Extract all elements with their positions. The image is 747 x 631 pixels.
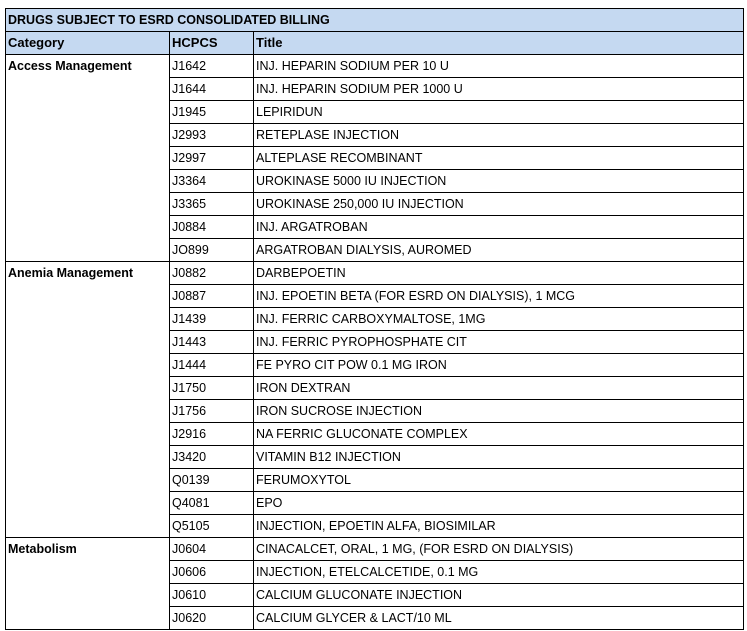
table-row	[6, 101, 744, 124]
column-header-title: Title	[254, 32, 744, 55]
category-cell	[6, 285, 170, 308]
category-cell	[6, 492, 170, 515]
category-cell	[6, 469, 170, 492]
category-cell	[6, 377, 170, 400]
category-cell	[6, 584, 170, 607]
hcpcs-cell: J0882	[170, 262, 254, 285]
column-header-category: Category	[6, 32, 170, 55]
hcpcs-cell: Q5105	[170, 515, 254, 538]
table-row	[6, 331, 744, 354]
title-cell: CALCIUM GLUCONATE INJECTION	[254, 584, 744, 607]
table-row	[6, 285, 744, 308]
table-row	[6, 469, 744, 492]
title-cell: INJ. HEPARIN SODIUM PER 1000 U	[254, 78, 744, 101]
table-row	[6, 239, 744, 262]
category-cell	[6, 170, 170, 193]
hcpcs-cell: J1444	[170, 354, 254, 377]
category-cell	[6, 561, 170, 584]
table-row	[6, 170, 744, 193]
table-row	[6, 492, 744, 515]
title-cell: UROKINASE 5000 IU INJECTION	[254, 170, 744, 193]
title-cell: RETEPLASE INJECTION	[254, 124, 744, 147]
hcpcs-cell: J0604	[170, 538, 254, 561]
category-cell	[6, 515, 170, 538]
hcpcs-cell: J3420	[170, 446, 254, 469]
title-cell: INJ. ARGATROBAN	[254, 216, 744, 239]
column-header-hcpcs: HCPCS	[170, 32, 254, 55]
table-row	[6, 308, 744, 331]
title-cell: NA FERRIC GLUCONATE COMPLEX	[254, 423, 744, 446]
category-cell	[6, 216, 170, 239]
table-row	[6, 216, 744, 239]
table-row	[6, 354, 744, 377]
category-cell	[6, 193, 170, 216]
hcpcs-cell: J1439	[170, 308, 254, 331]
hcpcs-cell: J1750	[170, 377, 254, 400]
hcpcs-cell: J3364	[170, 170, 254, 193]
hcpcs-cell: J1756	[170, 400, 254, 423]
hcpcs-cell: J1443	[170, 331, 254, 354]
category-cell	[6, 308, 170, 331]
table-row	[6, 147, 744, 170]
title-cell: CINACALCET, ORAL, 1 MG, (FOR ESRD ON DIALYSIS)	[254, 538, 744, 561]
hcpcs-cell: J3365	[170, 193, 254, 216]
title-cell: UROKINASE 250,000 IU INJECTION	[254, 193, 744, 216]
esrd-drug-table	[5, 8, 744, 630]
table-row	[6, 584, 744, 607]
hcpcs-cell: JO899	[170, 239, 254, 262]
title-cell: ARGATROBAN DIALYSIS, AUROMED	[254, 239, 744, 262]
table-banner-row	[6, 9, 744, 32]
title-cell: INJ. HEPARIN SODIUM PER 10 U	[254, 55, 744, 78]
category-cell	[6, 423, 170, 446]
category-cell	[6, 400, 170, 423]
hcpcs-cell: Q4081	[170, 492, 254, 515]
title-cell: FE PYRO CIT POW 0.1 MG IRON	[254, 354, 744, 377]
table-row	[6, 446, 744, 469]
hcpcs-cell: J2997	[170, 147, 254, 170]
title-cell: FERUMOXYTOL	[254, 469, 744, 492]
table-row	[6, 607, 744, 630]
title-cell: DARBEPOETIN	[254, 262, 744, 285]
category-cell	[6, 239, 170, 262]
category-cell: Access Management	[6, 55, 170, 78]
hcpcs-cell: J1642	[170, 55, 254, 78]
hcpcs-cell: J1945	[170, 101, 254, 124]
category-cell	[6, 78, 170, 101]
category-cell	[6, 446, 170, 469]
hcpcs-cell: J0887	[170, 285, 254, 308]
category-cell	[6, 607, 170, 630]
title-cell: ALTEPLASE RECOMBINANT	[254, 147, 744, 170]
hcpcs-cell: J2916	[170, 423, 254, 446]
title-cell: LEPIRIDUN	[254, 101, 744, 124]
hcpcs-cell: J0620	[170, 607, 254, 630]
table-row	[6, 262, 744, 285]
title-cell: EPO	[254, 492, 744, 515]
hcpcs-cell: Q0139	[170, 469, 254, 492]
table-row	[6, 193, 744, 216]
category-cell	[6, 124, 170, 147]
category-cell	[6, 101, 170, 124]
category-cell: Anemia Management	[6, 262, 170, 285]
category-cell: Metabolism	[6, 538, 170, 561]
hcpcs-cell: J0610	[170, 584, 254, 607]
table-row	[6, 538, 744, 561]
table-row	[6, 78, 744, 101]
table-row	[6, 400, 744, 423]
table-row	[6, 515, 744, 538]
hcpcs-cell: J2993	[170, 124, 254, 147]
table-row	[6, 561, 744, 584]
hcpcs-cell: J1644	[170, 78, 254, 101]
title-cell: INJECTION, EPOETIN ALFA, BIOSIMILAR	[254, 515, 744, 538]
table-body	[6, 9, 744, 630]
column-header-row	[6, 32, 744, 55]
table-row	[6, 423, 744, 446]
category-cell	[6, 331, 170, 354]
table-row	[6, 377, 744, 400]
title-cell: VITAMIN B12 INJECTION	[254, 446, 744, 469]
title-cell: CALCIUM GLYCER & LACT/10 ML	[254, 607, 744, 630]
title-cell: IRON DEXTRAN	[254, 377, 744, 400]
title-cell: INJ. FERRIC CARBOXYMALTOSE, 1MG	[254, 308, 744, 331]
table-row	[6, 55, 744, 78]
category-cell	[6, 147, 170, 170]
table-banner: DRUGS SUBJECT TO ESRD CONSOLIDATED BILLING	[6, 9, 744, 32]
title-cell: INJ. EPOETIN BETA (FOR ESRD ON DIALYSIS), 1 MCG	[254, 285, 744, 308]
category-cell	[6, 354, 170, 377]
title-cell: INJECTION, ETELCALCETIDE, 0.1 MG	[254, 561, 744, 584]
title-cell: IRON SUCROSE INJECTION	[254, 400, 744, 423]
esrd-drug-table-sheet	[5, 8, 743, 630]
hcpcs-cell: J0884	[170, 216, 254, 239]
table-row	[6, 124, 744, 147]
title-cell: INJ. FERRIC PYROPHOSPHATE CIT	[254, 331, 744, 354]
hcpcs-cell: J0606	[170, 561, 254, 584]
